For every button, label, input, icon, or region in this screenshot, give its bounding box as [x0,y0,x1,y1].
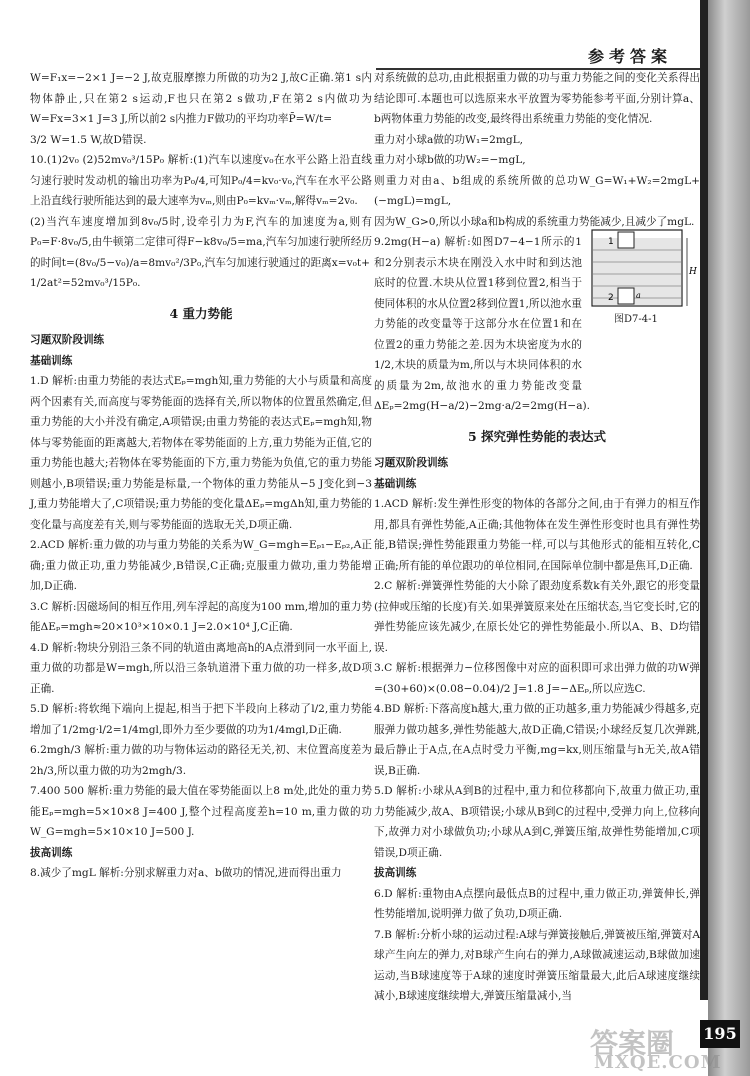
label-1: 1 [608,237,614,247]
right-subheading-3: 拔高训练 [374,867,417,879]
left-subheading-2: 基础训练 [30,354,73,367]
right-para-2: 重力对小球b做的功W₂=−mgL, [374,154,526,166]
pool-diagram [590,228,698,310]
left-subheading-1: 习题双阶段训练 [30,334,105,346]
left-para-4: 1/2at²=52mv₀³/15P₀. [30,277,141,289]
right-subheading-1: 习题双阶段训练 [374,457,449,469]
header-title: 参考答案 [588,47,673,66]
label-a: a [636,291,641,300]
left-para-3: (2)当汽车速度增加到8v₀/5时,设牵引力为F,汽车的加速度为a,则有P₀=F·8v₀/5,由牛顿第二定律可得F−k8v₀/5=ma,汽车匀加速行驶所经历的时间t=(8v₀/5−v₀)/a=8mv₀²/3P₀,汽车匀加速行驶通过的距离x=v₀t+ [30,215,372,269]
watermark-logo [590,1022,746,1076]
right-item-2: 2.C 解析:弹簧弹性势能的大小除了跟劲度系数k有关外,跟它的形变量(拉伸或压缩的长度)有关.如果弹簧原来处在压缩状态,当它变长时,它的弹性势能应该先减少,在原长处它的弹性势能最小.所以A、B、D均错误. [374,580,700,654]
left-para-0: W=F₁x=−2×1 J=−2 J,故克服摩擦力所做的功为2 J,故C正确.第1 s内物体静止,只在第2 s运动,F也只在第2 s做功,F在第2 s内做功为W=Fx=3×1 J=3 J,所以前2 s内推力F做功的平均功率P̄=W/t= [30,72,372,125]
edge-dark-strip [700,0,708,1000]
right-item-9: 9.2mg(H−a) 解析:如图D7−4−1所示的1和2分别表示木块在刚没入水中时和到达池底时的位置.木块从位置1移到位置2,相当于使同体积的水从位置2移到位置1,所以池水重力势能的改变量等于这部分水在位置1和在位置2的重力势能之差.因为木块密度为水的1/2,木块的质量为m,所以与木块同体积的水的质量为2m,故池水的重力势能改变量ΔEₚ=2mg(H−a/2)−2mg·a/2=2mg(H−a). [374,236,591,412]
right-item-3: 3.C 解析:根据弹力−位移图像中对应的面积即可求出弹力做的功W弹=(30+60)×(0.08−0.04)/2 J=1.8 J=−ΔEₚ,所以应选C. [374,662,700,695]
block-position-1 [618,232,634,248]
section-title-4: 4 重力势能 [169,305,233,321]
left-subheading-3: 拔高训练 [30,846,73,859]
left-column [30,68,372,884]
right-para-0: 对系统做的总功,由此根据重力做的功与重力势能之间的变化关系得出结论即可.本题也可以选原来水平放置为零势能参考平面,分别计算a、b两物体重力势能的改变,最终得出系统重力势能的变化情况. [374,72,700,125]
figure-caption: 图D7-4-1 [614,314,658,325]
right-column [374,68,700,1007]
right-subheading-2: 基础训练 [374,477,417,490]
left-para-1: 3/2 W=1.5 W,故D错误. [30,133,147,146]
left-item-5: 5.D 解析:将软绳下端向上提起,相当于把下半段向上移动了l/2,重力势能增加了1/2mg·l/2=1/4mgl,即外力至少要做的功为1/4mgl,D正确. [30,703,372,736]
section-title-5: 5 探究弹性势能的表达式 [467,428,607,444]
right-item-1: 1.ACD 解析:发生弹性形变的物体的各部分之间,由于有弹力的相互作用,都具有弹性势能,A正确;其他物体在发生弹性形变时也具有弹性势能,B错误;弹性势能跟重力势能一样,可以与其他形式的能相互转化,C正确;所有能的单位跟功的单位相同,在国际单位制中都是焦耳,D正确. [374,498,700,572]
right-item-7: 7.B 解析:分析小球的运动过程:A球与弹簧接触后,弹簧被压缩,弹簧对A球产生向左的弹力,对B球产生向右的弹力,A球做减速运动,B球做加速运动,当B球速度等于A球的速度时弹簧压缩量最大,此后A球速度继续减小,B球速度继续增大,弹簧压缩量减小,当 [374,928,700,1002]
block-position-2 [618,288,634,304]
left-item-6: 6.2mgh/3 解析:重力做的功与物体运动的路径无关,初、末位置高度差为2h/3,所以重力做的功为2mgh/3. [30,744,372,777]
left-para-2: 10.(1)2v₀ (2)52mv₀³/15P₀ 解析:(1)汽车以速度v₀在水平公路上沿直线匀速行驶时发动机的输出功率为P₀/4,可知P₀/4=kv₀·v₀,汽车在水平公路上沿直线行驶所能达到的最大速率为vₘ,则由P₀=kvₘ·vₘ,解得vₘ=2v₀. [30,154,372,207]
left-item-8: 8.减少了mgL 解析:分别求解重力对a、b做功的情况,进而得出重力 [30,867,342,879]
left-item-3: 3.C 解析:因磁场间的相互作用,列车浮起的高度为100 mm,增加的重力势能ΔEₚ=mgh≈20×10³×10×0.1 J=2.0×10⁴ J,C正确. [30,600,372,633]
left-item-2: 2.ACD 解析:重力做的功与重力势能的关系为W_G=mgh=Eₚ₁−Eₚ₂,A正确;重力做正功,重力势能减少,B错误,C正确;克服重力做功,重力势能增加,D正确. [30,539,372,592]
left-item-7: 7.400 500 解析:重力势能的最大值在零势能面以上8 m处,此处的重力势能Eₚ=mgh=5×10×8 J=400 J,整个过程高度差h=10 m,重力做的功W_G=mgh=5×10×10 J=500 J. [30,785,372,838]
right-para-3: 则重力对由a、b组成的系统所做的总功W_G=W₁+W₂=2mgL+(−mgL)=mgL, [374,174,700,207]
left-item-4: 4.D 解析:物块分别沿三条不同的轨道由离地高h的A点滑到同一水平面上,重力做的功都是W=mgh,所以沿三条轨道滑下重力做的功一样多,故D项正确. [30,641,372,695]
left-item-1: 1.D 解析:由重力势能的表达式Eₚ=mgh知,重力势能的大小与质量和高度两个因素有关,而高度与零势能面的选择有关,所以物体的位置虽然确定,但重力势能的大小并没有确定,A项错误;由重力势能的表达式Eₚ=mgh知,物体与零势能面的距离越大,若物体在零势能面的上方,重力势能为正值,它的重力势能也越大;若物体在零势能面的下方,重力势能为负值,它的重力势能则越小,B项错误;重力势能是标量,一个物体的重力势能从−5 J变化到−3 J,重力势能增大了,C项错误;重力势能的变化量ΔEₚ=mgΔh知,重力势能的变化量与高度差有关,则与零势能面的选取无关,D项正确. [30,375,372,531]
page-number: 195 [700,1020,740,1048]
right-item-4: 4.BD 解析:下落高度h越大,重力做的正功越多,重力势能减少得越多,克服弹力做功越多,弹性势能越大,故D正确,C错误;小球经反复几次弹跳,最后静止于A点,在A点时受力平衡,mg=kx,则压缩量与h无关,故A错误,B正确. [374,703,700,777]
right-para-4: 因为W_G>0,所以小球a和b构成的系统重力势能减少,且减少了mgL. [374,215,695,228]
label-H: H [689,267,697,277]
watermark-url: MXQE.COM [594,1052,722,1073]
label-2: 2 [608,293,614,303]
watermark-text: 答案圈 [590,1027,675,1060]
right-item-5: 5.D 解析:小球从A到B的过程中,重力和位移都向下,故重力做正功,重力势能减少,故A、B项错误;小球从B到C的过程中,受弹力向上,位移向下,故弹力对小球做负功;小球从A到C,弹簧压缩,故弹性势能增加,C项错误,D项正确. [374,785,700,859]
right-para-1: 重力对小球a做的功W₁=2mgL, [374,133,524,146]
right-item-6: 6.D 解析:重物由A点摆向最低点B的过程中,重力做正功,弹簧伸长,弹性势能增加,说明弹力做了负功,D项正确. [374,887,700,920]
edge-gray-strip [708,0,750,1076]
